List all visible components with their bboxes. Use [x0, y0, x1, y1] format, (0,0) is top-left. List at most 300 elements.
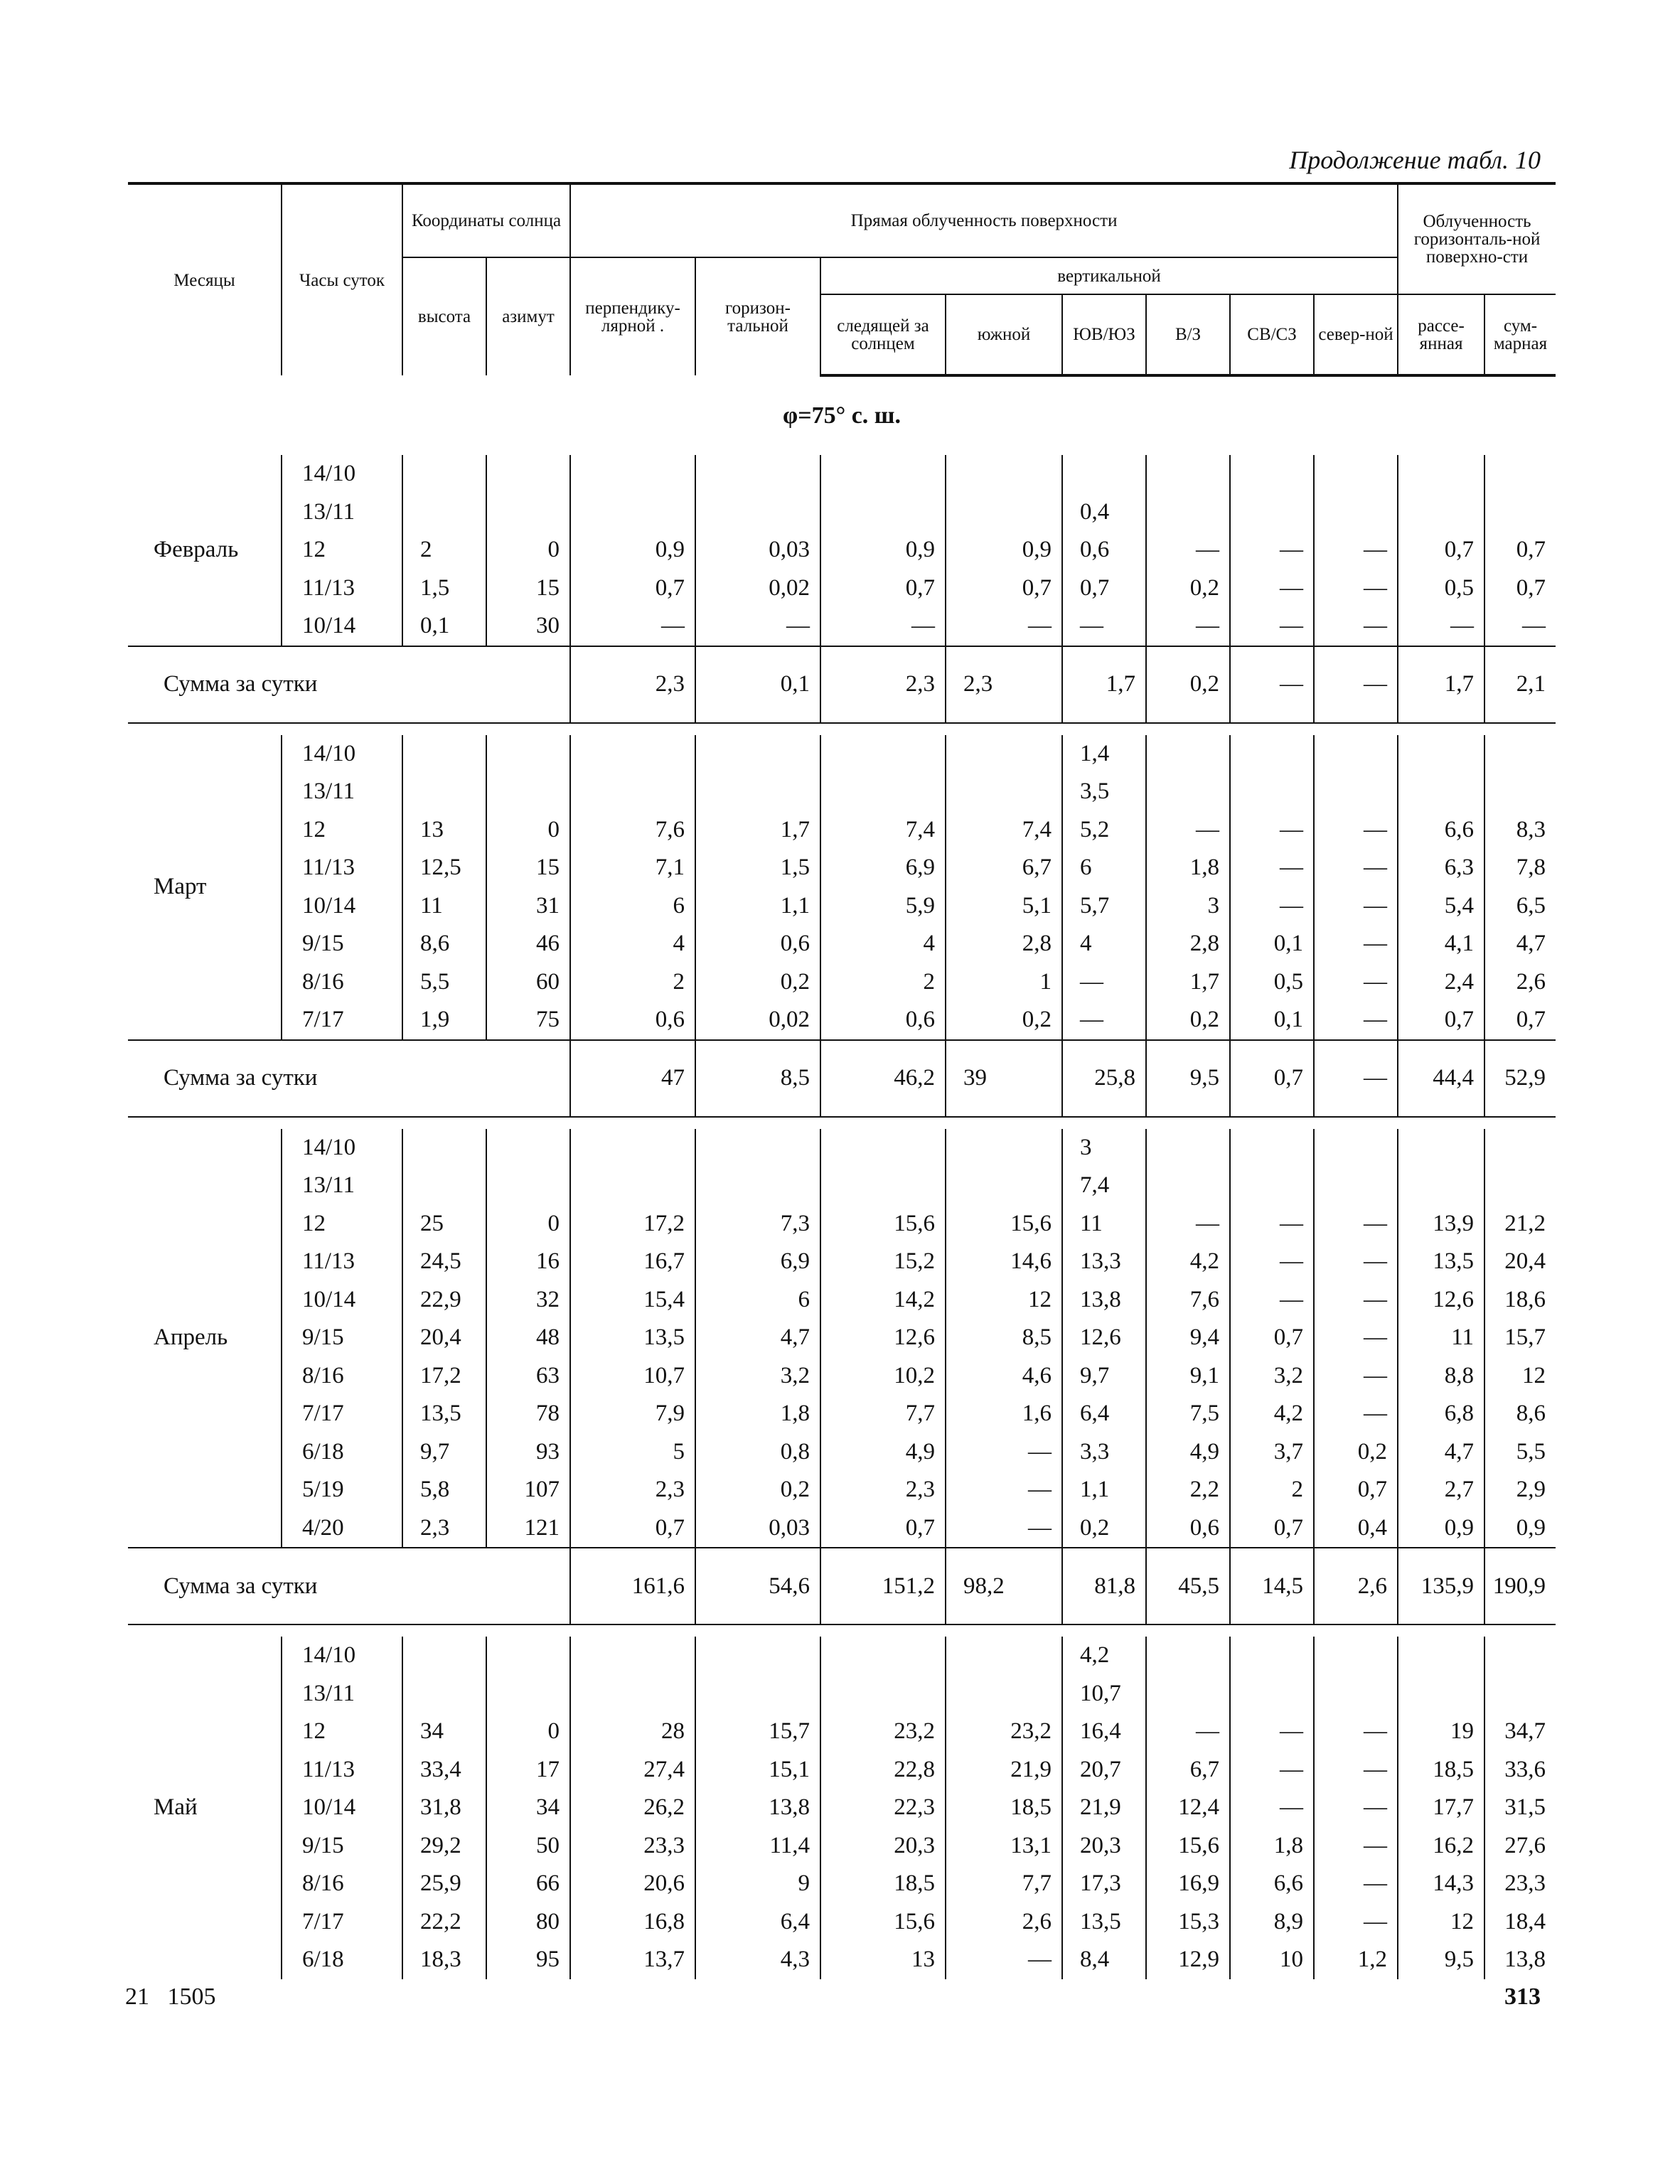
value-cell: 2: [1230, 1471, 1314, 1509]
value-cell: [402, 1167, 486, 1205]
value-cell: [946, 735, 1062, 774]
hour-cell: 7/17: [282, 1001, 402, 1040]
value-cell: [1398, 773, 1484, 811]
value-cell: 0,7: [1230, 1319, 1314, 1357]
value-cell: 0,1: [1230, 1001, 1314, 1040]
value-cell: 13,8: [1484, 1941, 1556, 1979]
value-cell: 14,2: [820, 1281, 946, 1320]
value-cell: [1484, 1167, 1556, 1205]
value-cell: 34,7: [1484, 1713, 1556, 1751]
value-cell: 0,6: [570, 1001, 695, 1040]
value-cell: 6,6: [1398, 811, 1484, 850]
value-cell: 8,8: [1398, 1357, 1484, 1396]
value-cell: 4: [570, 925, 695, 963]
sum-cell: 2,3: [946, 646, 1062, 723]
table-row: [128, 1001, 1556, 1040]
value-cell: 6,5: [1484, 887, 1556, 926]
value-cell: 22,8: [820, 1751, 946, 1789]
value-cell: 95: [486, 1941, 570, 1979]
value-cell: 23,3: [1484, 1865, 1556, 1903]
hour-cell: 13/11: [282, 1675, 402, 1713]
value-cell: 1: [946, 963, 1062, 1002]
value-cell: —: [1230, 569, 1314, 608]
value-cell: [1484, 735, 1556, 774]
hour-cell: 13/11: [282, 773, 402, 811]
value-cell: [570, 735, 695, 774]
value-cell: 6: [1062, 849, 1146, 887]
value-cell: 48: [486, 1319, 570, 1357]
hour-cell: 7/17: [282, 1903, 402, 1942]
value-cell: [695, 773, 820, 811]
value-cell: 14,6: [946, 1243, 1062, 1281]
value-cell: 2,3: [570, 1471, 695, 1509]
value-cell: —: [946, 607, 1062, 646]
hour-cell: 11/13: [282, 1243, 402, 1281]
sum-cell: 9,5: [1146, 1040, 1230, 1117]
value-cell: —: [1314, 531, 1398, 569]
value-cell: 2,3: [402, 1509, 486, 1548]
value-cell: [486, 773, 570, 811]
value-cell: 9,4: [1146, 1319, 1230, 1357]
value-cell: 2,8: [1146, 925, 1230, 963]
value-cell: —: [1314, 1827, 1398, 1866]
value-cell: —: [1230, 849, 1314, 887]
value-cell: 17,2: [402, 1357, 486, 1396]
value-cell: 15,7: [695, 1713, 820, 1751]
table-row: [128, 1751, 1556, 1789]
value-cell: 4,9: [1146, 1433, 1230, 1472]
value-cell: 11: [1062, 1205, 1146, 1243]
value-cell: [1314, 735, 1398, 774]
value-cell: [570, 1675, 695, 1713]
value-cell: [486, 455, 570, 493]
value-cell: —: [1146, 531, 1230, 569]
value-cell: —: [1484, 607, 1556, 646]
value-cell: 27,6: [1484, 1827, 1556, 1866]
value-cell: 15: [486, 849, 570, 887]
value-cell: 28: [570, 1713, 695, 1751]
hour-cell: 11/13: [282, 569, 402, 608]
value-cell: 8,6: [1484, 1395, 1556, 1433]
value-cell: 4,7: [695, 1319, 820, 1357]
table-row: [128, 569, 1556, 608]
value-cell: [695, 1637, 820, 1675]
value-cell: [1398, 455, 1484, 493]
sum-cell: 2,3: [820, 646, 946, 723]
sum-cell: 52,9: [1484, 1040, 1556, 1117]
value-cell: 1,8: [1230, 1827, 1314, 1866]
value-cell: 13: [820, 1941, 946, 1979]
table-row: [128, 735, 1556, 774]
value-cell: 5: [570, 1433, 695, 1472]
table-row: [128, 1675, 1556, 1713]
value-cell: 13,8: [695, 1789, 820, 1827]
table-row: [128, 849, 1556, 887]
spacer-row: [128, 1624, 1556, 1637]
table-row: [128, 963, 1556, 1002]
value-cell: 4,1: [1398, 925, 1484, 963]
value-cell: [695, 455, 820, 493]
value-cell: 9,7: [1062, 1357, 1146, 1396]
spacer-cell: [128, 1624, 1556, 1637]
value-cell: 4,3: [695, 1941, 820, 1979]
value-cell: 26,2: [570, 1789, 695, 1827]
value-cell: 20,6: [570, 1865, 695, 1903]
hour-cell: 8/16: [282, 1357, 402, 1396]
value-cell: 20,7: [1062, 1751, 1146, 1789]
value-cell: 2: [820, 963, 946, 1002]
value-cell: —: [1230, 1243, 1314, 1281]
value-cell: 5,4: [1398, 887, 1484, 926]
value-cell: [695, 1167, 820, 1205]
value-cell: 0,7: [820, 1509, 946, 1548]
page-number: 313: [1504, 1984, 1541, 2010]
spacer-cell: [128, 1117, 1556, 1129]
value-cell: 11: [402, 887, 486, 926]
value-cell: 7,4: [946, 811, 1062, 850]
value-cell: —: [1062, 963, 1146, 1002]
month-name: Апрель: [154, 1324, 228, 1350]
value-cell: —: [820, 607, 946, 646]
hour-cell: 14/10: [282, 455, 402, 493]
value-cell: 10: [1230, 1941, 1314, 1979]
value-cell: 1,8: [1146, 849, 1230, 887]
hour-cell: 4/20: [282, 1509, 402, 1548]
value-cell: 4,2: [1230, 1395, 1314, 1433]
value-cell: 23,2: [820, 1713, 946, 1751]
value-cell: 13,5: [1062, 1903, 1146, 1942]
value-cell: 2: [402, 531, 486, 569]
value-cell: [946, 493, 1062, 532]
value-cell: [402, 1637, 486, 1675]
sum-cell: 2,1: [1484, 646, 1556, 723]
value-cell: 24,5: [402, 1243, 486, 1281]
table-row: [128, 1471, 1556, 1509]
value-cell: 4: [1062, 925, 1146, 963]
value-cell: 3,3: [1062, 1433, 1146, 1472]
value-cell: 17,2: [570, 1205, 695, 1243]
header-perpendicular: перпендику-лярной .: [570, 257, 695, 375]
value-cell: —: [1398, 607, 1484, 646]
value-cell: —: [1314, 1903, 1398, 1942]
hour-cell: 9/15: [282, 925, 402, 963]
value-cell: 8,3: [1484, 811, 1556, 850]
value-cell: 22,3: [820, 1789, 946, 1827]
value-cell: —: [1230, 1205, 1314, 1243]
value-cell: 5,5: [1484, 1433, 1556, 1472]
value-cell: 1,1: [695, 887, 820, 926]
value-cell: [820, 1637, 946, 1675]
value-cell: 15,2: [820, 1243, 946, 1281]
sum-label: Сумма за сутки: [128, 1040, 570, 1117]
value-cell: 11: [1398, 1319, 1484, 1357]
header-south: южной: [946, 294, 1062, 375]
value-cell: 0,7: [1314, 1471, 1398, 1509]
value-cell: [402, 493, 486, 532]
value-cell: 0,2: [1146, 1001, 1230, 1040]
value-cell: [1230, 773, 1314, 811]
value-cell: —: [1314, 1789, 1398, 1827]
value-cell: 6: [570, 887, 695, 926]
sum-cell: 8,5: [695, 1040, 820, 1117]
value-cell: 0,9: [570, 531, 695, 569]
value-cell: 0,1: [402, 607, 486, 646]
value-cell: 12: [1398, 1903, 1484, 1942]
value-cell: —: [1314, 849, 1398, 887]
value-cell: 0: [486, 1713, 570, 1751]
value-cell: 46: [486, 925, 570, 963]
value-cell: 6,7: [946, 849, 1062, 887]
value-cell: 0,6: [1062, 531, 1146, 569]
sum-label: Сумма за сутки: [128, 1548, 570, 1624]
value-cell: 15,6: [946, 1205, 1062, 1243]
value-cell: 13,1: [946, 1827, 1062, 1866]
value-cell: 2,2: [1146, 1471, 1230, 1509]
value-cell: —: [1314, 1865, 1398, 1903]
value-cell: 6,4: [1062, 1395, 1146, 1433]
hour-cell: 7/17: [282, 1395, 402, 1433]
value-cell: —: [1314, 1319, 1398, 1357]
table-row: [128, 1357, 1556, 1396]
value-cell: [1146, 1129, 1230, 1167]
value-cell: 6,9: [820, 849, 946, 887]
value-cell: 0,7: [1484, 1001, 1556, 1040]
value-cell: —: [1314, 607, 1398, 646]
hour-cell: 9/15: [282, 1319, 402, 1357]
value-cell: 17,7: [1398, 1789, 1484, 1827]
value-cell: 0,03: [695, 1509, 820, 1548]
value-cell: [1146, 1675, 1230, 1713]
sum-cell: 0,1: [695, 646, 820, 723]
value-cell: [695, 735, 820, 774]
value-cell: —: [1230, 607, 1314, 646]
value-cell: [570, 1129, 695, 1167]
value-cell: 0,7: [1230, 1509, 1314, 1548]
value-cell: [946, 1129, 1062, 1167]
value-cell: [1484, 1637, 1556, 1675]
table-body: [128, 455, 1556, 1979]
value-cell: 1,8: [695, 1395, 820, 1433]
value-cell: —: [1314, 569, 1398, 608]
value-cell: 0,2: [1062, 1509, 1146, 1548]
value-cell: 31,8: [402, 1789, 486, 1827]
value-cell: 18,3: [402, 1941, 486, 1979]
value-cell: 0,7: [570, 569, 695, 608]
value-cell: 6,7: [1146, 1751, 1230, 1789]
value-cell: 16,4: [1062, 1713, 1146, 1751]
value-cell: [486, 1167, 570, 1205]
value-cell: 17,3: [1062, 1865, 1146, 1903]
value-cell: 2,7: [1398, 1471, 1484, 1509]
spacer-cell: [128, 723, 1556, 735]
value-cell: 15,6: [820, 1205, 946, 1243]
sum-cell: 46,2: [820, 1040, 946, 1117]
value-cell: 12,6: [820, 1319, 946, 1357]
value-cell: 31: [486, 887, 570, 926]
value-cell: 0,02: [695, 1001, 820, 1040]
value-cell: 20,3: [1062, 1827, 1146, 1866]
value-cell: 18,5: [946, 1789, 1062, 1827]
value-cell: 13,5: [1398, 1243, 1484, 1281]
value-cell: 5,2: [1062, 811, 1146, 850]
value-cell: 6,6: [1230, 1865, 1314, 1903]
sum-cell: 0,2: [1146, 646, 1230, 723]
value-cell: —: [1230, 1713, 1314, 1751]
value-cell: —: [946, 1433, 1062, 1472]
hour-cell: 11/13: [282, 849, 402, 887]
table-row: [128, 1129, 1556, 1167]
value-cell: 33,4: [402, 1751, 486, 1789]
value-cell: [402, 1675, 486, 1713]
sum-cell: 25,8: [1062, 1040, 1146, 1117]
value-cell: 23,2: [946, 1713, 1062, 1751]
value-cell: —: [1314, 1713, 1398, 1751]
value-cell: [1230, 1637, 1314, 1675]
hour-cell: 10/14: [282, 1281, 402, 1320]
value-cell: 80: [486, 1903, 570, 1942]
hour-cell: 14/10: [282, 735, 402, 774]
value-cell: 0,7: [1484, 531, 1556, 569]
value-cell: 7,6: [1146, 1281, 1230, 1320]
value-cell: [570, 1637, 695, 1675]
value-cell: 0,5: [1230, 963, 1314, 1002]
value-cell: [486, 1675, 570, 1713]
header-diffuse: рассе-янная: [1398, 294, 1484, 375]
hour-cell: 14/10: [282, 1637, 402, 1675]
value-cell: [820, 735, 946, 774]
value-cell: 31,5: [1484, 1789, 1556, 1827]
value-cell: 2,3: [820, 1471, 946, 1509]
table-row: [128, 1509, 1556, 1548]
hour-cell: 12: [282, 1205, 402, 1243]
sum-cell: 151,2: [820, 1548, 946, 1624]
value-cell: 1,2: [1314, 1941, 1398, 1979]
header-tracking: следящей за солнцем: [820, 294, 946, 375]
value-cell: 0,6: [820, 1001, 946, 1040]
value-cell: 13,3: [1062, 1243, 1146, 1281]
value-cell: 6,3: [1398, 849, 1484, 887]
value-cell: 12: [1484, 1357, 1556, 1396]
value-cell: [946, 1675, 1062, 1713]
header-azimuth: азимут: [486, 257, 570, 375]
value-cell: 107: [486, 1471, 570, 1509]
value-cell: —: [1146, 811, 1230, 850]
value-cell: 13: [402, 811, 486, 850]
value-cell: 2: [570, 963, 695, 1002]
value-cell: [486, 1129, 570, 1167]
value-cell: [820, 773, 946, 811]
hour-cell: 8/16: [282, 963, 402, 1002]
value-cell: [1314, 1129, 1398, 1167]
value-cell: 2,4: [1398, 963, 1484, 1002]
value-cell: 21,9: [1062, 1789, 1146, 1827]
table-row: [128, 925, 1556, 963]
value-cell: 60: [486, 963, 570, 1002]
value-cell: 18,6: [1484, 1281, 1556, 1320]
sum-cell: 39: [946, 1040, 1062, 1117]
spacer-row: [128, 723, 1556, 735]
value-cell: —: [1314, 887, 1398, 926]
table-row: [128, 1395, 1556, 1433]
value-cell: 9: [695, 1865, 820, 1903]
value-cell: [402, 773, 486, 811]
value-cell: [1146, 1167, 1230, 1205]
value-cell: 0,7: [570, 1509, 695, 1548]
value-cell: 4,2: [1062, 1637, 1146, 1675]
value-cell: 0: [486, 531, 570, 569]
value-cell: 16: [486, 1243, 570, 1281]
value-cell: —: [1314, 1001, 1398, 1040]
month-name: Март: [154, 873, 207, 899]
value-cell: [695, 1675, 820, 1713]
table-row: [128, 1167, 1556, 1205]
value-cell: —: [946, 1509, 1062, 1548]
value-cell: 18,5: [820, 1865, 946, 1903]
value-cell: 0,2: [695, 963, 820, 1002]
value-cell: [402, 1129, 486, 1167]
hour-cell: 9/15: [282, 1827, 402, 1866]
value-cell: 0,6: [1146, 1509, 1230, 1548]
header-north: север-ной: [1314, 294, 1398, 375]
value-cell: 27,4: [570, 1751, 695, 1789]
value-cell: 22,2: [402, 1903, 486, 1942]
value-cell: 8,6: [402, 925, 486, 963]
value-cell: [946, 1167, 1062, 1205]
value-cell: 15,7: [1484, 1319, 1556, 1357]
hour-cell: 14/10: [282, 1129, 402, 1167]
value-cell: 12,9: [1146, 1941, 1230, 1979]
table-row: [128, 1433, 1556, 1472]
value-cell: [946, 455, 1062, 493]
table-row: [128, 531, 1556, 569]
value-cell: 3,2: [1230, 1357, 1314, 1396]
value-cell: 0,7: [820, 569, 946, 608]
value-cell: —: [1230, 1281, 1314, 1320]
value-cell: [820, 1129, 946, 1167]
value-cell: 7,4: [820, 811, 946, 850]
value-cell: 50: [486, 1827, 570, 1866]
value-cell: 4: [820, 925, 946, 963]
value-cell: 7,9: [570, 1395, 695, 1433]
value-cell: [1230, 1167, 1314, 1205]
value-cell: 12: [946, 1281, 1062, 1320]
value-cell: 32: [486, 1281, 570, 1320]
value-cell: [1314, 1167, 1398, 1205]
value-cell: 15,6: [1146, 1827, 1230, 1866]
sum-cell: 44,4: [1398, 1040, 1484, 1117]
table-row: [128, 811, 1556, 850]
value-cell: 20,3: [820, 1827, 946, 1866]
value-cell: [1484, 493, 1556, 532]
value-cell: 1,1: [1062, 1471, 1146, 1509]
value-cell: 15: [486, 569, 570, 608]
value-cell: 1,9: [402, 1001, 486, 1040]
value-cell: 16,2: [1398, 1827, 1484, 1866]
value-cell: 7,4: [1062, 1167, 1146, 1205]
value-cell: —: [1314, 1395, 1398, 1433]
value-cell: —: [1230, 1751, 1314, 1789]
header-direct-irradiance: Прямая облученность поверхности: [570, 183, 1398, 257]
sum-cell: 47: [570, 1040, 695, 1117]
value-cell: [1314, 493, 1398, 532]
hour-cell: 5/19: [282, 1471, 402, 1509]
value-cell: [1398, 1129, 1484, 1167]
value-cell: 13,7: [570, 1941, 695, 1979]
value-cell: 8,4: [1062, 1941, 1146, 1979]
value-cell: 1,5: [402, 569, 486, 608]
value-cell: [820, 493, 946, 532]
value-cell: [486, 1637, 570, 1675]
